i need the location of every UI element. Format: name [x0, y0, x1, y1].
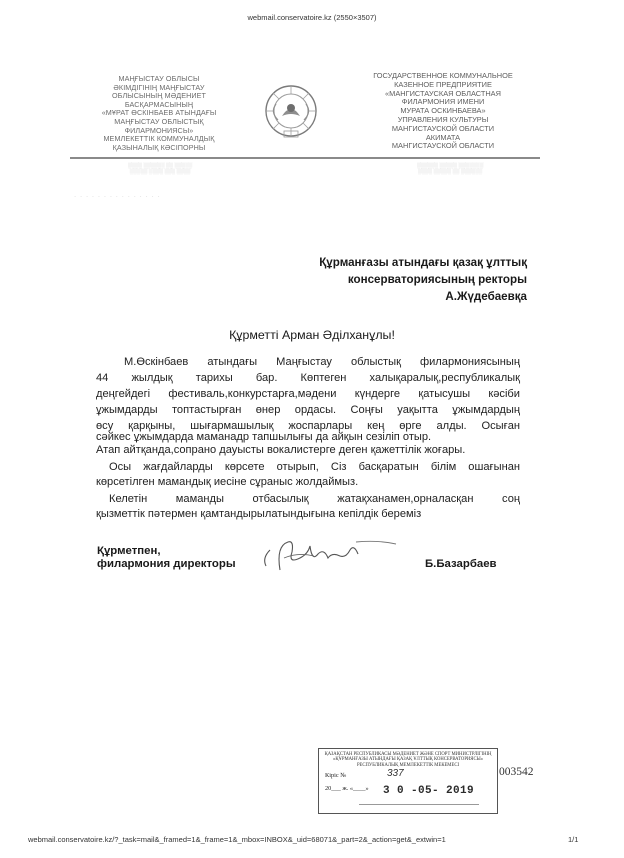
stamp-incoming-label: Кіріс №	[325, 772, 347, 779]
body-line: Атап айтқанда,сопрано дауысты вокалистерге деген қажеттілік жоғары.	[96, 444, 466, 456]
addressee-line: Құрманғазы атындағы қазақ ұлттық	[319, 256, 527, 269]
stamp-header-line: ҚАЗАҚСТАН РЕСПУБЛИКАСЫ МӘДЕНИЕТ ЖӘНЕ СПОРТ МИНИСТРЛІГІНІҢ	[324, 752, 492, 757]
body-line: Осы жағдайларды көрсете отырып, Сіз басқаратын білім ошағынан	[109, 461, 520, 473]
addressee-block	[280, 254, 527, 305]
letterhead-line: МАҢҒЫСТАУ ОБЛЫСЫ	[118, 74, 200, 83]
letterhead-line: МУРАТА ОСКИНБАЕВА»	[400, 106, 486, 116]
salutation: Құрметті Арман Әділханұлы!	[229, 328, 395, 342]
body-line: 44 жылдық тарихы бар. Көптеген халықаралық,республикалық	[96, 372, 520, 384]
state-emblem-icon	[262, 82, 320, 142]
letterhead-line: МЕМЛЕКЕТТІК КОММУНАЛДЫҚ	[103, 134, 215, 144]
body-line: қызметтік пәтермен қамтандырылатындығына кепілдік береміз	[96, 508, 422, 520]
faded-reference-line: · · · · · · · · · · · · · · ·	[74, 193, 161, 200]
signer-title: филармония директоры	[97, 558, 236, 570]
stamp-footer-line	[359, 804, 479, 805]
faded-address-left: ░░░░ ░░░░░░ ░░ ░░░░░ ░░░░░ ░░░░ ░░░ ░░░░	[127, 163, 193, 175]
body-line: көрсетілген мамандық иесіне сұраныс жолдаймыз.	[96, 476, 359, 488]
addressee-line: консерваториясының ректоры	[347, 273, 527, 286]
letterhead-line: ФИЛАРМОНИЯ ИМЕНИ	[401, 97, 485, 107]
document-number: 003542	[499, 766, 534, 778]
body-line: ұжымдарды топтастырған өнер ордасы. Соңғы уақытта ұжымдардың	[96, 404, 520, 416]
letterhead-line: ҚАЗЫНАЛЫҚ КӘСІПОРНЫ	[112, 142, 206, 152]
browser-header: webmail.conservatoire.kz (2550×3507)	[247, 13, 377, 22]
addressee-line: А.Жүдебаевқа	[445, 290, 527, 303]
body-line: Келетін маманды отбасылық жатақханамен,орналасқан соң	[109, 493, 520, 505]
stamp-date: 3 0 -05- 2019	[383, 785, 475, 797]
letterhead-kazakh	[76, 75, 242, 152]
body-line: деңгейдегі фестиваль,конкурстарға,мәдени күндерге қатысушы кәсіби	[96, 388, 520, 400]
handwritten-signature	[258, 528, 398, 578]
page-counter: 1/1	[568, 835, 579, 844]
letterhead-line: ӘКІМДІГІНІҢ МАҢҒЫСТАУ	[113, 82, 205, 92]
letterhead-line: ГОСУДАРСТВЕННОЕ КОММУНАЛЬНОЕ	[373, 71, 513, 80]
letterhead-line: ФИЛАРМОНИЯСЫ»	[124, 125, 194, 135]
signer-name: Б.Базарбаев	[425, 558, 497, 570]
body-line: өсу қарқыны, шығармашылық жоспарлары кең өрге алды. Осыған	[96, 420, 520, 432]
faded-address-right: ░░░░░░ ░░░░░ ░░░░░░░ ░░░░ ░░░░░ ░░ ░░░░░░	[416, 163, 484, 175]
letterhead-line: МАНГИСТАУСКОЙ ОБЛАСТИ	[391, 141, 495, 151]
registration-stamp	[318, 748, 498, 814]
letterhead-line: «МАНГИСТАУСКАЯ ОБЛАСТНАЯ	[385, 88, 501, 98]
stamp-date-prefix: 20___ ж. «____»	[325, 785, 369, 792]
letterhead-line: МАҢҒЫСТАУ ОБЛЫСТЫҚ	[114, 116, 204, 126]
letterhead-line: БАСҚАРМАСЫНЫҢ	[124, 99, 194, 109]
letterhead-line: КАЗЕННОЕ ПРЕДПРИЯТИЕ	[394, 79, 492, 89]
body-line: М.Өскінбаев атындағы Маңғыстау облыстық филармониясының	[124, 356, 520, 368]
closing-line: Құрметпен,	[97, 545, 161, 557]
letterhead-russian	[348, 72, 538, 151]
stamp-header-line: РЕСПУБЛИКАЛЫҚ МЕМЛЕКЕТТІК МЕКЕМЕСІ	[356, 762, 460, 768]
letterhead-line: АКИМАТА	[425, 132, 461, 142]
letterhead-line: ОБЛЫСЫНЫҢ МӘДЕНИЕТ	[111, 91, 207, 101]
body-line: сәйкес ұжымдарда маманадр тапшылығы да айқын сезіліп отыр.	[96, 431, 432, 443]
stamp-header-line: «ҚҰРМАНҒАЗЫ АТЫНДАҒЫ ҚАЗАҚ ҰЛТТЫҚ КОНСЕРВАТОРИЯСЫ»	[333, 757, 483, 763]
stamp-header	[323, 752, 493, 768]
letterhead-line: МАНГИСТАУСКОЙ ОБЛАСТИ	[391, 123, 495, 133]
stamp-incoming-number: 337	[387, 768, 404, 779]
letterhead-line: УПРАВЛЕНИЯ КУЛЬТУРЫ	[397, 114, 489, 124]
letterhead-line: «МҰРАТ ӨСКІНБАЕВ АТЫНДАҒЫ	[101, 108, 217, 118]
browser-footer-url: webmail.conservatoire.kz/?_task=mail&_framed=1&_frame=1&_mbox=INBOX&_uid=68071&_part=2&_action=get&_extwin=1	[28, 835, 446, 844]
letterhead-divider	[70, 157, 540, 159]
